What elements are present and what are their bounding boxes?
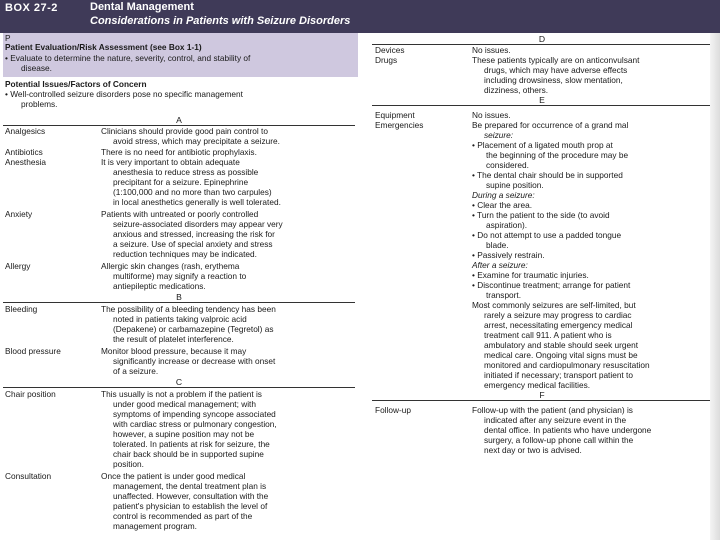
divider (3, 387, 355, 388)
bleeding-text-1: The possibility of a bleeding tendency has been (101, 304, 276, 314)
follow-up-label: Follow-up (375, 405, 411, 415)
equipment-label: Equipment (375, 110, 415, 120)
analgesics-text-1: Clinicians should provide good pain control to (101, 126, 268, 136)
divider (372, 105, 712, 106)
blood-pressure-text-1: Monitor blood pressure, because it may (101, 346, 247, 356)
consultation-text-6: management program. (113, 521, 197, 531)
allergy-text-3: antiepileptic medications. (113, 281, 206, 291)
anesthesia-label: Anesthesia (5, 157, 47, 167)
anxiety-text-1: Patients with untreated or poorly controlled (101, 209, 259, 219)
patient-evaluation-heading: Patient Evaluation/Risk Assessment (see Box 1-1) (5, 42, 202, 52)
anesthesia-text-2: anesthesia to reduce stress as possible (113, 167, 259, 177)
anxiety-text-2: seizure-associated disorders may appear very (113, 219, 283, 229)
emergencies-text-21: arrest, necessitating emergency medical (484, 320, 633, 330)
right-column (372, 33, 720, 540)
emergencies-text-17: • Discontinue treatment; arrange for patient (472, 280, 631, 290)
box-title: Dental Management (90, 1, 194, 13)
follow-up-text-2: indicated after any seizure event in the (484, 415, 627, 425)
allergy-label: Allergy (5, 261, 31, 271)
follow-up-text-1: Follow-up with the patient (and physician) is (472, 405, 633, 415)
antibiotics-label: Antibiotics (5, 147, 43, 157)
evaluation-text-2: disease. (21, 63, 52, 73)
emergencies-text-16: • Examine for traumatic injuries. (472, 270, 589, 280)
chair-position-label: Chair position (5, 389, 56, 399)
divider (3, 302, 355, 303)
blood-pressure-text-2: significantly increase or decrease with onset (113, 356, 276, 366)
chair-position-text-8: position. (113, 459, 144, 469)
consultation-text-3: unaffected. However, consultation with the (113, 491, 269, 501)
consultation-text-2: management, the dental treatment plan is (113, 481, 267, 491)
emergencies-text-25: monitored and cardiopulmonary resuscitation (484, 360, 650, 370)
drugs-label: Drugs (375, 55, 398, 65)
emergencies-text-9: • Clear the area. (472, 200, 533, 210)
section-c-letter: C (175, 377, 183, 387)
evaluation-text-1: • Evaluate to determine the nature, severity, control, and stability of (5, 53, 251, 63)
emergencies-text-5: considered. (486, 160, 529, 170)
emergencies-text-18: transport. (486, 290, 522, 300)
emergencies-text-2: seizure: (484, 130, 514, 140)
emergencies-text-19: Most commonly seizures are self-limited, but (472, 300, 636, 310)
section-e-letter: E (539, 95, 545, 105)
emergencies-text-12: • Do not attempt to use a padded tongue (472, 230, 622, 240)
analgesics-text-2: avoid stress, which may precipitate a seizure. (113, 136, 280, 146)
bleeding-text-4: the result of platelet interference. (113, 334, 234, 344)
blood-pressure-text-3: of a seizure. (113, 366, 159, 376)
page-edge-shadow (710, 33, 720, 540)
emergencies-text-27: emergency medical facilities. (484, 380, 591, 390)
emergencies-text-23: ambulatory and stable should seek urgent (484, 340, 639, 350)
emergencies-label: Emergencies (375, 120, 424, 130)
section-a-letter: A (176, 115, 182, 125)
chair-position-text-4: with cardiac stress or pulmonary congestion, (113, 419, 277, 429)
anxiety-text-3: anxious and stressed, increasing the risk for (113, 229, 275, 239)
left-column (3, 33, 355, 540)
drugs-text-3: including drowsiness, slow mentation, (484, 75, 623, 85)
follow-up-text-5: next day or two is advised. (484, 445, 582, 455)
section-d-letter: D (538, 34, 546, 44)
anxiety-text-4: a seizure. Use of special anxiety and stress (113, 239, 273, 249)
bleeding-text-2: noted in patients taking valproic acid (113, 314, 247, 324)
anesthesia-text-4: (1:100,000 and no more than two carpules) (113, 187, 272, 197)
devices-text-1: No issues. (472, 45, 511, 55)
equipment-text-1: No issues. (472, 110, 511, 120)
chair-position-text-2: under good medical management; with (113, 399, 256, 409)
emergencies-text-4: the beginning of the procedure may be (486, 150, 629, 160)
box-header (0, 0, 720, 33)
emergencies-text-11: aspiration). (486, 220, 528, 230)
section-f-letter: F (539, 390, 545, 400)
chair-position-text-5: however, a supine position may not be (113, 429, 255, 439)
emergencies-text-24: medical care. Ongoing vital signs must be (484, 350, 638, 360)
potential-issues-heading: Potential Issues/Factors of Concern (5, 79, 147, 89)
emergencies-text-8: During a seizure: (472, 190, 535, 200)
drugs-text-2: drugs, which may have adverse effects (484, 65, 628, 75)
consultation-text-5: control is recommended as part of the (113, 511, 253, 521)
chair-position-text-6: tolerated. In patients at risk for seizure, the (113, 439, 270, 449)
allergy-text-2: multiforme) may signify a reaction to (113, 271, 247, 281)
emergencies-text-22: treatment call 911. A patient who is (484, 330, 612, 340)
follow-up-text-3: dental office. In patients who have undergone (484, 425, 652, 435)
analgesics-label: Analgesics (5, 126, 46, 136)
anxiety-label: Anxiety (5, 209, 33, 219)
section-p-letter: P (5, 33, 11, 43)
anesthesia-text-1: It is very important to obtain adequate (101, 157, 240, 167)
anesthesia-text-3: precipitant for a seizure. Epinephrine (113, 177, 249, 187)
emergencies-text-15: After a seizure: (472, 260, 528, 270)
box-subtitle: Considerations in Patients with Seizure Disorders (90, 15, 351, 27)
anxiety-text-5: reduction techniques may be indicated. (113, 249, 257, 259)
allergy-text-1: Allergic skin changes (rash, erythema (101, 261, 240, 271)
emergencies-text-10: • Turn the patient to the side (to avoid (472, 210, 610, 220)
drugs-text-1: These patients typically are on anticonvulsant (472, 55, 640, 65)
potential-issues-text-2: problems. (21, 99, 58, 109)
devices-label: Devices (375, 45, 405, 55)
emergencies-text-26: initiated if necessary; transport patient to (484, 370, 633, 380)
drugs-text-4: dizziness, others. (484, 85, 549, 95)
emergencies-text-20: rarely a seizure may progress to cardiac (484, 310, 632, 320)
emergencies-text-13: blade. (486, 240, 509, 250)
antibiotics-text-1: There is no need for antibiotic prophylaxis. (101, 147, 257, 157)
emergencies-text-7: supine position. (486, 180, 544, 190)
emergencies-text-3: • Placement of a ligated mouth prop at (472, 140, 613, 150)
follow-up-text-4: surgery, a follow-up phone call within the (484, 435, 634, 445)
emergencies-text-1: Be prepared for occurrence of a grand mal (472, 120, 629, 130)
chair-position-text-3: symptoms of impending syncope associated (113, 409, 276, 419)
box-tag: BOX 27-2 (5, 2, 58, 14)
divider (372, 400, 712, 401)
bleeding-label: Bleeding (5, 304, 38, 314)
section-b-letter: B (176, 292, 182, 302)
chair-position-text-7: chair back should be in supported supine (113, 449, 264, 459)
divider (372, 44, 712, 45)
emergencies-text-6: • The dental chair should be in supported (472, 170, 623, 180)
consultation-text-1: Once the patient is under good medical (101, 471, 246, 481)
potential-issues-text-1: • Well-controlled seizure disorders pose no specific management (5, 89, 243, 99)
anesthesia-text-5: in local anesthetics generally is well tolerated. (113, 197, 281, 207)
consultation-label: Consultation (5, 471, 52, 481)
bleeding-text-3: (Depakene) or carbamazepine (Tegretol) as (113, 324, 274, 334)
chair-position-text-1: This usually is not a problem if the patient is (101, 389, 262, 399)
consultation-text-4: patient's physician to establish the level of (113, 501, 268, 511)
blood-pressure-label: Blood pressure (5, 346, 61, 356)
emergencies-text-14: • Passively restrain. (472, 250, 545, 260)
